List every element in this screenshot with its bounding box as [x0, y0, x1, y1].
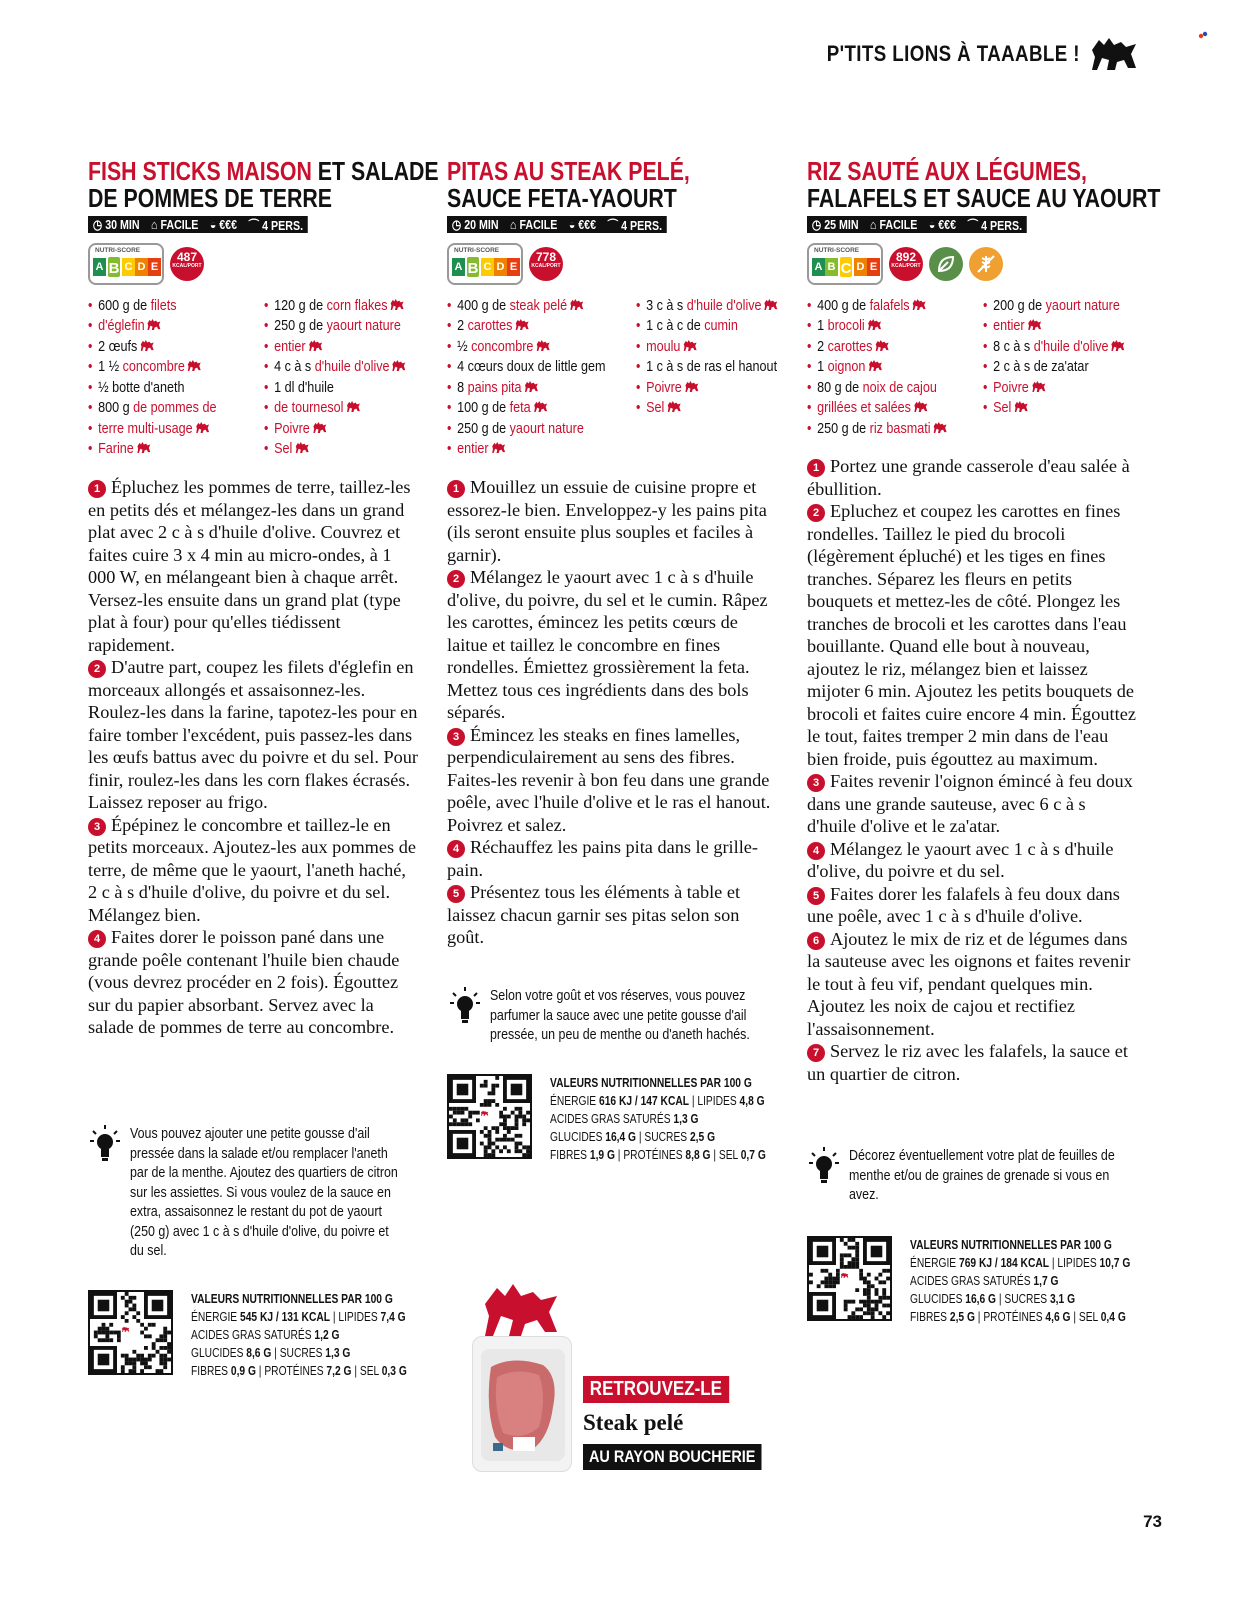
ingredient-item: • 4 c à s d'huile d'olive [264, 357, 406, 378]
ingredient-item: • entier [447, 439, 606, 460]
lion-icon [1111, 339, 1125, 352]
lion-icon [684, 380, 698, 393]
lightbulb-icon [809, 1146, 839, 1186]
ingredients [807, 296, 1152, 440]
lion-icon [147, 318, 161, 331]
lion-icon [515, 318, 529, 331]
ingredient-item: • 80 g de noix de cajou [807, 378, 954, 399]
lion-icon [533, 400, 547, 413]
qr-code[interactable] [447, 1074, 532, 1159]
recipe-1-nutrition: VALEURS NUTRITIONNELLES PAR 100 G ÉNERGIE 545 KJ / 131 KCAL | LIPIDES 7,4 G ACIDES GRAS SATURÉS 1,2 G GLUCIDES 8,6 G | SUCRES 1,3 G FIBRES 0,9 G | PROTÉINES 7,2 G | SEL 0,3 G [88, 1290, 454, 1380]
ingredient-item: • 1 c à s de ras el hanout [636, 357, 778, 378]
lion-icon [345, 400, 359, 413]
lion-icon [875, 339, 889, 352]
ingredient-item: • Poivre [264, 419, 406, 440]
step: 2 Epluchez et coupez les carottes en fines rondelles. Taillez le pied du brocoli (légèrement épluché) et les tiges en fines tranches. Séparez les fleurs en petits bouquets et mettez-les de côté. Plongez les tranches de brocoli et les carottes dans l'eau bouillante. Quand elle bout à nouveau, ajoutez le riz, mélangez bien et laissez mijoter 6 min. Ajoutez les petits bouquets de brocoli et faites cuire encore 4 min. Égouttez le tout, faites tremper 2 min dans de l'eau bien froide, puis égouttez au maximum. [807, 501, 1136, 769]
ingredient-item: • 2 carottes [807, 337, 954, 358]
step: 5 Faites dorer les falafels à feu doux dans une poêle, avec 1 c à s d'huile d'olive. [807, 883, 1120, 926]
recipe-title: RIZ SAUTÉ AUX LÉGUMES, FALAFELS ET SAUCE AU YAOURT [807, 156, 1161, 213]
lion-icon [187, 359, 201, 372]
ingredient-item: • 100 g de feta [447, 398, 606, 419]
ingredient-item: • moulu [636, 337, 778, 358]
ingredients [447, 296, 792, 460]
recipe-title: PITAS AU STEAK PELÉ, SAUCE FETA-YAOURT [447, 156, 690, 213]
recipe-1-steps [88, 476, 418, 1039]
ingredient-item: • 200 g de yaourt nature [983, 296, 1125, 317]
recipe-meta-bar: ◷ 20 MIN ⌂ FACILE ◒ €€€ ⌒ 4 PERS. [447, 216, 667, 233]
ingredient-item: • entier [264, 337, 406, 358]
ingredient-item: • Sel [264, 439, 406, 460]
ingredient-item: • 120 g de corn flakes [264, 296, 406, 317]
step: 7 Servez le riz avec les falafels, la sauce et un quartier de citron. [807, 1041, 1128, 1084]
lion-icon [308, 339, 322, 352]
lion-icon [867, 318, 881, 331]
ingredient-item: • Sel [983, 398, 1125, 419]
ingredient-item: • 600 g de filets [88, 296, 235, 317]
ingredient-item: • 1 ½ concombre [88, 357, 235, 378]
step: 5 Présentez tous les éléments à table et laissez chacun garnir ses pitas selon son goût. [447, 882, 741, 947]
ingredient-item: • de tournesol [264, 398, 406, 419]
red-lion-icon [480, 1280, 562, 1340]
recipe-meta-bar: ◷ 25 MIN ⌂ FACILE ◒ €€€ ⌒ 4 PERS. [807, 216, 1027, 233]
ingredient-item: • 3 c à s d'huile d'olive [636, 296, 778, 317]
recipe-title: FISH STICKS MAISON ET SALADE DE POMMES DE TERRE [88, 156, 439, 213]
nutri-score-grade: E [148, 258, 161, 276]
lion-icon [913, 400, 927, 413]
lion-icon [294, 441, 308, 454]
recipe-2-nutrition: VALEURS NUTRITIONNELLES PAR 100 G ÉNERGIE 616 KJ / 147 KCAL | LIPIDES 4,8 G ACIDES GRAS SATURÉS 1,3 G GLUCIDES 16,4 G | SUCRES 2,5 G FIBRES 1,9 G | PROTÉINES 8,8 G | SEL 0,7 G [447, 1074, 813, 1164]
ingredient-item: • 2 c à s de za'atar [983, 357, 1125, 378]
ingredient-item: • Poivre [983, 378, 1125, 399]
recipe-badges [447, 242, 792, 286]
lion-icon [140, 339, 154, 352]
step: 4 Mélangez le yaourt avec 1 c à s d'huile d'olive, du poivre et du sel. [807, 838, 1114, 881]
lion-icon [312, 421, 326, 434]
nutri-score-grade: D [494, 258, 507, 276]
ingredient-item: • 1 c à c de cumin [636, 316, 778, 337]
nutri-score-grade: D [854, 258, 867, 276]
recipe-3-tip: Décorez éventuellement votre plat de feuilles de menthe et/ou de graines de grenade si vous en avez. [809, 1146, 1179, 1205]
ingredient-item: • 2 œufs [88, 337, 235, 358]
step: 1 Mouillez un essuie de cuisine propre et essorez-le bien. Enveloppez-y les pains pita (ils seront ensuite plus souples et faciles à garnir). [447, 477, 767, 565]
step: 1 Portez une grande casserole d'eau salée à ébullition. [807, 456, 1130, 499]
ingredient-item: • terre multi-usage [88, 419, 235, 440]
step: 3 Faites revenir l'oignon émincé à feu doux dans une grande sauteuse, avec 6 c à s d'huile d'olive et le za'atar. [807, 771, 1133, 836]
nutri-score-grade: B [106, 255, 122, 279]
vegetarian-leaf-icon [929, 247, 963, 281]
step: 4 Faites dorer le poisson pané dans une grande poêle contenant l'huile bien chaude (vous devrez procéder en 2 fois). Égouttez sur du papier absorbant. Servez avec la salade de pommes de terre au concombre. [88, 927, 400, 1037]
nutri-score-grade: B [465, 255, 481, 279]
lightbulb-icon [450, 986, 480, 1026]
nutri-score-grade: E [867, 258, 880, 276]
ingredient-item: • 1 brocoli [807, 316, 954, 337]
kcal-badge: 892 KCAL/PORT [889, 247, 923, 281]
product-name: Steak pelé [583, 1410, 684, 1435]
ingredient-item: • 8 c à s d'huile d'olive [983, 337, 1125, 358]
ingredient-item: • 400 g de falafels [807, 296, 954, 317]
step: 2 Mélangez le yaourt avec 1 c à s d'huile d'olive, du poivre, du sel et le cumin. Râpez les carottes, émincez les petits cœurs de laitue et taillez le concombre en fines rondelles. Émiettez grossièrement la feta. Mettez tous ces ingrédients dans des bols séparés. [447, 567, 768, 722]
ingredient-item: • ½ botte d'aneth [88, 378, 235, 399]
ingredient-item: • d'églefin [88, 316, 235, 337]
ingredient-item: • entier [983, 316, 1125, 337]
recipe-pitas [447, 158, 792, 460]
lion-icon [667, 400, 681, 413]
kcal-badge: 778 KCAL/PORT [529, 247, 563, 281]
recipe-riz-saute [807, 156, 1161, 439]
ingredient-item: • 1 oignon [807, 357, 954, 378]
recipe-1-tip: Vous pouvez ajouter une petite gousse d'ail pressée dans la salade et/ou remplacer l'aneth par de la menthe. Ajoutez des quartiers de citron sur les assiettes. Si vous voulez de la sauce en extra, assaisonnez le restant du pot de yaourt (250 g) avec 1 c à s d'huile d'olive, du poivre et du sel. [90, 1124, 460, 1261]
ingredients [88, 296, 433, 460]
lion-icon [136, 441, 150, 454]
recipe-badges [88, 242, 433, 286]
ingredient-item: • ½ concombre [447, 337, 606, 358]
ingredient-item: • grillées et salées [807, 398, 954, 419]
page-header [782, 36, 1138, 72]
steak-pele-package [472, 1336, 572, 1472]
nutri-score-grade: C [122, 258, 135, 276]
page-title: P'TITS LIONS À TAAABLE ! [826, 41, 1080, 66]
nutri-score-grade: C [838, 255, 854, 279]
lion-icon [1031, 380, 1045, 393]
nutri-score-badge: NUTRI-SCORE A B C D E [447, 243, 523, 285]
brand-color-dots-icon [1198, 30, 1208, 40]
step: 4 Réchauffez les pains pita dans le grille-pain. [447, 837, 758, 880]
lion-icon [524, 380, 538, 393]
lion-icon [536, 339, 550, 352]
step: 6 Ajoutez le mix de riz et de légumes dans la sauteuse avec les oignons et faites revenir le tout à feu vif, pendant quelques min. Ajoutez les noix de cajou et rectifiez l'assaisonnement. [807, 928, 1131, 1039]
lion-icon [195, 421, 209, 434]
lion-icon [392, 359, 406, 372]
lion-icon [491, 441, 505, 454]
ingredient-item: • Sel [636, 398, 778, 419]
lion-icon [1013, 400, 1027, 413]
nutri-score-badge: NUTRI-SCORE A B C D E [88, 243, 164, 285]
qr-code[interactable] [807, 1236, 892, 1321]
nutri-score-grade: C [481, 258, 494, 276]
ingredient-item: • Poivre [636, 378, 778, 399]
step: 3 Émincez les steaks en fines lamelles, perpendiculairement au sens des fibres. Faites-les revenir à bon feu dans une grande poêle, avec l'huile d'olive et le ras el hanout. Poivrez et salez. [447, 724, 771, 835]
nutri-score-badge: NUTRI-SCORE A B C D E [807, 243, 883, 285]
recipe-2-steps [447, 476, 777, 949]
nutri-score-grade: D [135, 258, 148, 276]
nutri-score-grade: A [452, 258, 465, 276]
nutri-score-grade: B [825, 258, 838, 276]
step: 2 D'autre part, coupez les filets d'églefin en morceaux allongés et assaisonnez-les. Roulez-les dans la farine, tapotez-les pour en faire tomber l'excédent, puis passez-les dans les œufs battus avec du poivre et du sel. Pour finir, roulez-les dans les corn flakes écrasés. Laissez reposer au frigo. [88, 657, 419, 812]
ingredient-item: • 400 g de steak pelé [447, 296, 606, 317]
rayon-label: AU RAYON BOUCHERIE [583, 1444, 761, 1470]
delhaize-lion-logo [1090, 36, 1138, 72]
recipe-3-steps [807, 455, 1137, 1085]
step: 3 Épépinez le concombre et taillez-le en petits morceaux. Ajoutez-les aux pommes de terre, de même que le yaourt, l'aneth haché, 2 c à s d'huile d'olive, du poivre et du sel. Mélangez bien. [88, 814, 416, 925]
ingredient-item: • 250 g de yaourt nature [447, 419, 606, 440]
gluten-free-icon [969, 247, 1003, 281]
nutri-score-grade: E [507, 258, 520, 276]
lion-icon [570, 298, 584, 311]
lion-icon [764, 298, 778, 311]
recipe-fish-sticks [88, 156, 439, 460]
ingredient-item: • Farine [88, 439, 235, 460]
lion-icon [683, 339, 697, 352]
ingredient-item: • 4 cœurs doux de little gem [447, 357, 606, 378]
lion-icon [868, 359, 882, 372]
step: 1 Épluchez les pommes de terre, taillez-les en petits dés et mélangez-les dans un grand plat avec 2 c à s d'huile d'olive. Couvrez et faites cuire 3 x 4 min au micro-ondes, à 1 000 W, en mélangeant bien à chaque arrêt. Versez-les ensuite dans un grand plat (type plat à four) pour qu'elles tiédissent rapidement. [88, 477, 411, 655]
ingredient-item: • 250 g de yaourt nature [264, 316, 406, 337]
ingredient-item: • 2 carottes [447, 316, 606, 337]
lion-icon [1027, 318, 1041, 331]
recipe-3-nutrition: VALEURS NUTRITIONNELLES PAR 100 G ÉNERGIE 769 KJ / 184 KCAL | LIPIDES 10,7 G ACIDES GRAS SATURÉS 1,7 G GLUCIDES 16,6 G | SUCRES 3,1 G FIBRES 2,5 G | PROTÉINES 4,6 G | SEL 0,4 G [807, 1236, 1179, 1326]
retrouvez-label: RETROUVEZ-LE [583, 1376, 729, 1403]
kcal-badge: 487 KCAL/PORT [170, 247, 204, 281]
nutri-score-grade: A [93, 258, 106, 276]
recipe-meta-bar: ◷ 30 MIN ⌂ FACILE ◒ €€€ ⌒ 4 PERS. [88, 216, 308, 233]
lion-icon [912, 298, 926, 311]
ingredient-item: • 800 g de pommes de [88, 398, 235, 419]
recipe-2-tip: Selon votre goût et vos réserves, vous pouvez parfumer la sauce avec une petite gousse d'ail pressée, un peu de menthe ou d'aneth hachés. [450, 986, 820, 1045]
lightbulb-icon [90, 1124, 120, 1164]
ingredient-item: • 8 pains pita [447, 378, 606, 399]
lion-icon [933, 421, 947, 434]
qr-code[interactable] [88, 1290, 173, 1375]
ingredient-item: • 250 g de riz basmati [807, 419, 954, 440]
lion-icon [390, 298, 404, 311]
nutri-score-grade: A [812, 258, 825, 276]
page-number: 73 [1143, 1512, 1162, 1531]
ingredient-item: • 1 dl d'huile [264, 378, 406, 399]
recipe-badges [807, 242, 1152, 286]
